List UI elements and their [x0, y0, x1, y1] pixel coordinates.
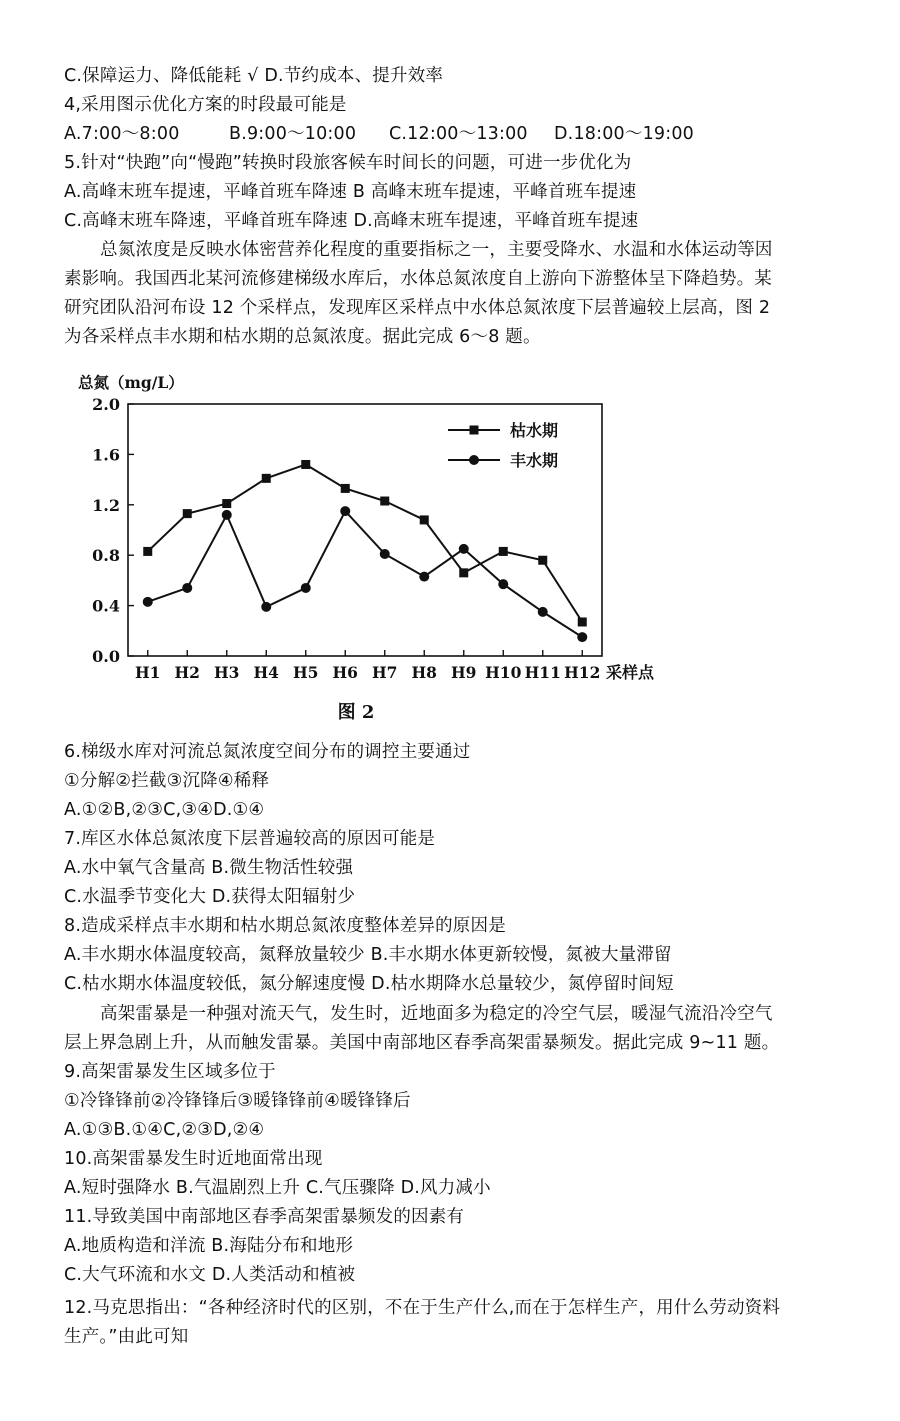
passage-nitrogen-line3: 研究团队沿河布设 12 个采样点，发现库区采样点中水体总氮浓度下层普遍较上层高，图 2	[64, 298, 771, 318]
y-tick-label: 0.0	[92, 647, 120, 666]
data-point-square	[380, 497, 389, 506]
data-point-square	[301, 460, 310, 469]
passage-nitrogen-line4: 为各采样点丰水期和枯水期的总氮浓度。据此完成 6～8 题。	[64, 327, 541, 347]
chart-series	[143, 460, 588, 642]
y-tick-label: 0.4	[92, 596, 120, 616]
data-point-square	[578, 617, 587, 626]
q7-stem: 7.库区水体总氮浓度下层普遍较高的原因可能是	[64, 829, 436, 849]
q9-statements: ①冷锋锋前②冷锋锋后③暖锋锋前④暖锋锋后	[64, 1091, 411, 1111]
data-point-circle	[261, 602, 271, 612]
chart-axes	[128, 404, 602, 656]
data-point-square	[183, 509, 192, 518]
data-point-square	[538, 556, 547, 565]
y-tick-label: 1.2	[92, 495, 120, 515]
x-axis-label: 采样点	[606, 663, 655, 682]
data-point-circle	[459, 544, 469, 554]
q7-options-ab: A.水中氧气含量高 B.微生物活性较强	[64, 858, 354, 878]
x-tick-label: H11	[524, 663, 561, 682]
data-point-square	[499, 547, 508, 556]
series-line	[148, 511, 583, 637]
q5-stem: 5.针对“快跑”向“慢跑”转换时段旅客候车时间长的问题，可进一步优化为	[64, 153, 632, 173]
legend-label: 丰水期	[510, 451, 559, 470]
q11-options-cd: C.大气环流和水文 D.人类活动和植被	[64, 1265, 356, 1285]
x-axis-ticks	[135, 650, 600, 682]
q4-option-d: D.18:00～19:00	[554, 124, 695, 144]
q12-stem-line1: 12.马克思指出：“各种经济时代的区别，不在于生产什么,而在于怎样生产，用什么劳动资料	[64, 1298, 781, 1318]
legend-marker-square	[470, 426, 479, 435]
x-tick-label: H12	[564, 663, 601, 682]
x-tick-label: H9	[451, 663, 477, 682]
y-tick-label: 1.6	[92, 445, 120, 465]
q11-stem: 11.导致美国中南部地区春季高架雷暴频发的因素有	[64, 1207, 465, 1227]
q11-options-ab: A.地质构造和洋流 B.海陆分布和地形	[64, 1236, 354, 1256]
q8-options-ab: A.丰水期水体温度较高，氮释放量较少 B.丰水期水体更新较慢，氮被大量滞留	[64, 945, 672, 965]
q10-stem: 10.高架雷暴发生时近地面常出现	[64, 1149, 323, 1169]
q7-options-cd: C.水温季节变化大 D.获得太阳辐射少	[64, 887, 356, 907]
data-point-circle	[340, 506, 350, 516]
q4-option-b: B.9:00～10:00	[229, 124, 357, 144]
legend-marker-circle	[469, 455, 479, 465]
data-point-square	[420, 515, 429, 524]
y-axis-label: 总氮（mg/L）	[78, 373, 184, 392]
data-point-circle	[380, 549, 390, 559]
y-tick-label: 2.0	[92, 395, 120, 414]
x-tick-label: H4	[253, 663, 279, 682]
q8-stem: 8.造成采样点丰水期和枯水期总氮浓度整体差异的原因是	[64, 916, 506, 936]
q6-options: A.①②B,②③C,③④D.①④	[64, 800, 265, 820]
y-tick-label: 0.8	[92, 546, 120, 566]
q5-options-cd: C.高峰末班车降速，平峰首班车降速 D.高峰末班车提速，平峰首班车提速	[64, 211, 639, 231]
data-point-square	[143, 547, 152, 556]
q6-statements: ①分解②拦截③沉降④稀释	[64, 771, 270, 791]
passage-nitrogen-line2: 素影响。我国西北某河流修建梯级水库后，水体总氮浓度自上游向下游整体呈下降趋势。某	[64, 269, 772, 289]
data-point-circle	[538, 607, 548, 617]
series-line	[148, 464, 583, 621]
q4-stem: 4,采用图示优化方案的时段最可能是	[64, 95, 347, 115]
data-point-square	[222, 499, 231, 508]
q9-options: A.①③B.①④C,②③D,②④	[64, 1120, 265, 1140]
q8-options-cd: C.枯水期水体温度较低，氮分解速度慢 D.枯水期降水总量较少，氮停留时间短	[64, 974, 674, 994]
data-point-circle	[498, 579, 508, 589]
q4-options	[64, 120, 864, 149]
data-point-square	[341, 484, 350, 493]
x-tick-label: H3	[214, 663, 240, 682]
x-tick-label: H2	[174, 663, 200, 682]
x-tick-label: H6	[332, 663, 358, 682]
data-point-circle	[577, 632, 587, 642]
chart-legend	[448, 421, 558, 470]
figure-caption: 图 2	[337, 702, 375, 723]
q5-options-ab: A.高峰末班车提速，平峰首班车降速 B 高峰末班车提速，平峰首班车提速	[64, 182, 637, 202]
passage-thunderstorm-line2: 层上界急剧上升，从而触发雷暴。美国中南部地区春季高架雷暴频发。据此完成 9~11 题。	[64, 1033, 780, 1053]
x-tick-label: H8	[411, 663, 437, 682]
x-tick-label: H1	[135, 663, 161, 682]
q10-options: A.短时强降水 B.气温剧烈上升 C.气压骤降 D.风力减小	[64, 1178, 491, 1198]
x-tick-label: H10	[485, 663, 522, 682]
data-point-square	[459, 568, 468, 577]
data-point-circle	[182, 583, 192, 593]
data-point-circle	[301, 583, 311, 593]
passage-nitrogen-line1: 总氮浓度是反映水体密营养化程度的重要指标之一，主要受降水、水温和水体运动等因	[100, 240, 773, 260]
data-point-circle	[419, 572, 429, 582]
data-point-circle	[143, 597, 153, 607]
data-point-square	[262, 474, 271, 483]
passage-thunderstorm-line1: 高架雷暴是一种强对流天气，发生时，近地面多为稳定的冷空气层，暖湿气流沿冷空气	[100, 1004, 773, 1024]
nitrogen-line-chart	[60, 368, 655, 728]
q12-stem-line2: 生产。”由此可知	[64, 1327, 189, 1347]
x-tick-label: H5	[293, 663, 319, 682]
q4-option-c: C.12:00～13:00	[389, 124, 528, 144]
q9-stem: 9.高架雷暴发生区域多位于	[64, 1062, 276, 1082]
plot-frame	[128, 404, 602, 656]
q4-option-a: A.7:00～8:00	[64, 124, 180, 144]
q6-stem: 6.梯级水库对河流总氮浓度空间分布的调控主要通过	[64, 742, 471, 762]
legend-label: 枯水期	[510, 421, 559, 440]
q3-options-cd: C.保障运力、降低能耗 √ D.节约成本、提升效率	[64, 66, 444, 86]
data-point-circle	[222, 510, 232, 520]
x-tick-label: H7	[372, 663, 398, 682]
